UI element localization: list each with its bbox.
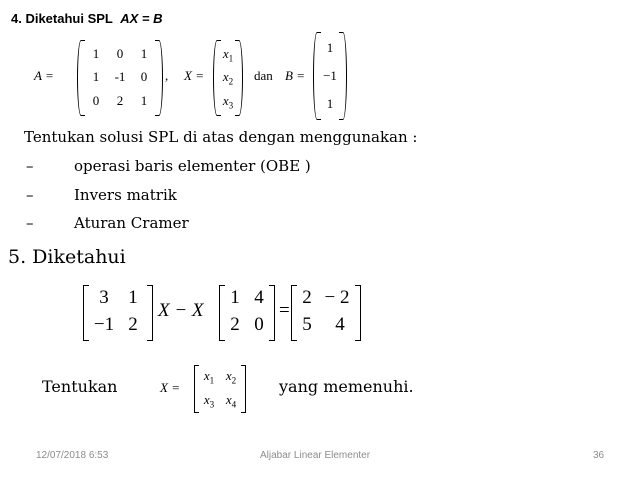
matrix-b-label: B = bbox=[285, 68, 305, 83]
problem-5-heading: 5. Diketahui bbox=[8, 246, 126, 268]
matrix-m3-cell: 4 bbox=[335, 314, 345, 335]
instruction-text: Tentukan solusi SPL di atas dengan menggunakan : bbox=[24, 128, 418, 146]
matrix-a bbox=[77, 40, 163, 116]
bullet-dash: – bbox=[26, 157, 34, 175]
bullet-text: Invers matrik bbox=[74, 186, 177, 204]
matrix-x2-cell: $x_3$ bbox=[203, 392, 215, 410]
matrix-m1 bbox=[83, 285, 153, 341]
bullet-dash: – bbox=[26, 214, 34, 232]
matrix-b-cell: −1 bbox=[323, 68, 337, 83]
matrix-x2-cell: $x_1$ bbox=[203, 368, 215, 386]
comma: , bbox=[165, 68, 169, 83]
matrix-b-cell: 1 bbox=[326, 40, 334, 55]
matrix-x-cell: $x_3$ bbox=[222, 93, 234, 111]
matrix-a-cell: 0 bbox=[116, 46, 124, 61]
bullet-text: Aturan Cramer bbox=[74, 214, 189, 232]
matrix-m1-cell: 1 bbox=[128, 287, 138, 308]
problem-4-number: 4. Diketahui SPL bbox=[11, 11, 113, 26]
matrix-x bbox=[213, 40, 243, 116]
matrix-a-cell: 2 bbox=[116, 93, 124, 108]
matrix-a-cell: 0 bbox=[140, 69, 148, 84]
matrix-m1-cell: −1 bbox=[93, 314, 115, 335]
list-item bbox=[26, 186, 311, 214]
matrix-m2-cell: 0 bbox=[254, 314, 264, 335]
matrix-m3-cell: − 2 bbox=[324, 287, 350, 308]
matrix-m3-cell: 2 bbox=[302, 287, 312, 308]
footer-page-number: 36 bbox=[593, 450, 605, 461]
matrix-x-label: X = bbox=[184, 68, 204, 83]
matrix-x2-cell: $x_4$ bbox=[225, 392, 237, 410]
bullet-dash: – bbox=[26, 186, 34, 204]
matrix-a-label: A = bbox=[34, 68, 54, 83]
matrix-x2 bbox=[194, 365, 246, 413]
matrix-x2-cell: $x_2$ bbox=[225, 368, 237, 386]
footer-course: Aljabar Linear Elementer bbox=[260, 450, 371, 461]
equals-sign: = bbox=[279, 300, 290, 321]
matrix-m3 bbox=[291, 285, 361, 341]
matrix-a-cell: 1 bbox=[92, 46, 100, 61]
right-bracket bbox=[147, 285, 153, 341]
tentukan-text: Tentukan bbox=[42, 377, 118, 396]
matrix-x-cell: $x_2$ bbox=[222, 69, 234, 87]
matrix-x-cell: $x_1$ bbox=[222, 46, 234, 64]
x-minus-x: X − X bbox=[158, 300, 204, 321]
right-paren bbox=[155, 40, 163, 116]
matrix-a-cell: 1 bbox=[92, 69, 100, 84]
matrix-m3-cell: 5 bbox=[302, 314, 312, 335]
matrix-b-cell: 1 bbox=[326, 96, 334, 111]
matrix-x2-label: X = bbox=[160, 380, 180, 395]
matrix-a-cell: 1 bbox=[140, 93, 148, 108]
matrix-a-cell: -1 bbox=[114, 69, 126, 84]
dan-text: dan bbox=[254, 68, 273, 83]
matrix-m1-cell: 2 bbox=[128, 314, 138, 335]
right-bracket bbox=[241, 365, 246, 413]
matrix-a-cell: 1 bbox=[140, 46, 148, 61]
bullet-text: operasi baris elementer (OBE ) bbox=[74, 157, 311, 175]
list-item bbox=[26, 214, 311, 242]
footer-datetime: 12/07/2018 6:53 bbox=[36, 450, 109, 461]
list-item bbox=[26, 157, 311, 186]
matrix-a-cell: 0 bbox=[92, 93, 100, 108]
matrix-m2-cell: 4 bbox=[254, 287, 264, 308]
matrix-m2-cell: 1 bbox=[230, 287, 240, 308]
yang-memenuhi-text: yang memenuhi. bbox=[279, 377, 414, 396]
matrix-m1-cell: 3 bbox=[99, 287, 109, 308]
matrix-m2 bbox=[219, 285, 275, 341]
matrix-b bbox=[313, 32, 347, 120]
bullet-list bbox=[26, 157, 311, 242]
problem-4-equation: AX = B bbox=[120, 11, 163, 26]
matrix-m2-cell: 2 bbox=[230, 314, 240, 335]
problem-4-heading bbox=[11, 11, 163, 26]
